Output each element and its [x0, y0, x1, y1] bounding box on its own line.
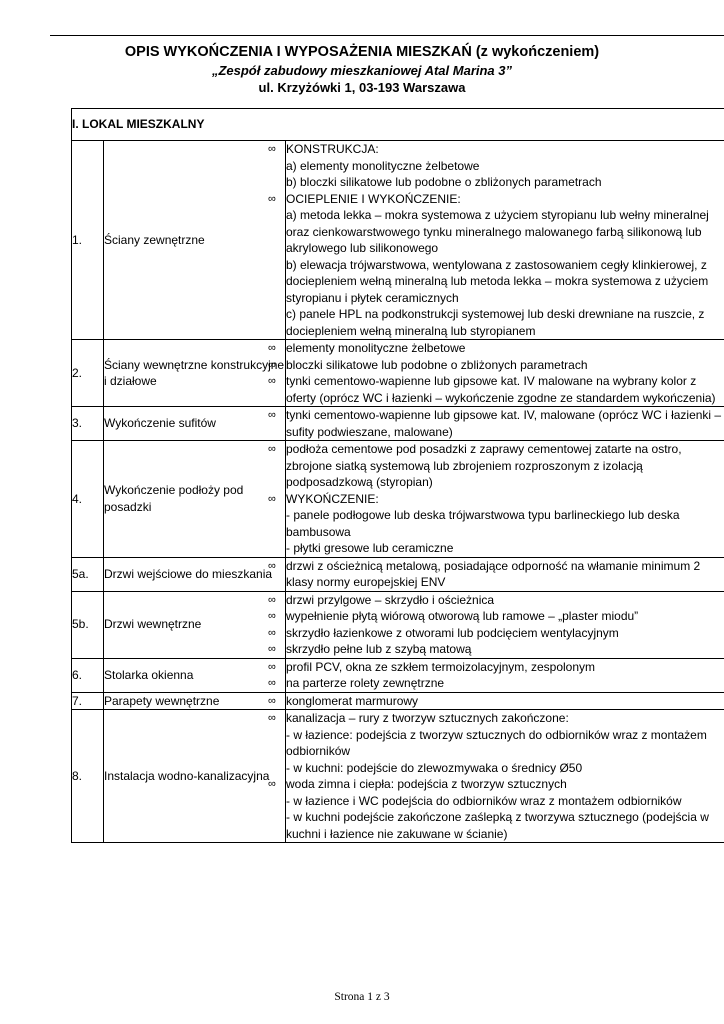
table-row — [72, 658, 724, 692]
bullet-item: ∞ na parterze rolety zewnętrzne — [286, 675, 724, 692]
spec-table — [71, 108, 724, 843]
sub-item: a) metoda lekka – mokra systemowa z użyciem styropianu lub wełny mineralnej oraz cienkowarstwowego tynku mineralnego malowanego farbą silikonową lub akrylowego lub silikonowego — [286, 208, 709, 255]
row-number: 5a. — [72, 557, 104, 591]
table-row — [72, 710, 724, 843]
row-description — [286, 141, 724, 340]
row-description — [286, 591, 724, 658]
row-category: Stolarka okienna — [104, 658, 286, 692]
row-category: Ściany zewnętrzne — [104, 141, 286, 340]
top-rule — [50, 35, 724, 36]
sub-item: b) elewacja trójwarstwowa, wentylowana z zastosowaniem cegły klinkierowej, z dociepleniem wełną mineralną lub metoda lekka – mokra systemowa z użyciem styropianu i płytek ceramicznych — [286, 257, 709, 305]
row-number: 7. — [72, 692, 104, 710]
bullet-item: ∞ elementy monolityczne żelbetowe — [286, 340, 724, 357]
bullet-item: ∞ bloczki silikatowe lub podobne o zbliżonych parametrach — [286, 357, 724, 374]
sub-item: - w łazience: podejścia z tworzyw sztucznych do odbiorników wraz z montażem odbiorników — [286, 727, 707, 758]
bullet-item: ∞ profil PCV, okna ze szkłem termoizolacyjnym, zespolonym — [286, 659, 724, 676]
document-title: OPIS WYKOŃCZENIA I WYPOSAŻENIA MIESZKAŃ (z wykończeniem) — [124, 44, 600, 60]
bullet-item: ∞ tynki cementowo-wapienne lub gipsowe kat. IV malowane na wybrany kolor z oferty (oprócz WC i łazienki – wykończenie zgodne ze standardem wykończenia) — [286, 373, 724, 406]
row-category: Instalacja wodno-kanalizacyjna — [104, 710, 286, 843]
sub-item: a) elementy monolityczne żelbetowe — [286, 158, 480, 173]
bullet-item: ∞ drzwi przylgowe – skrzydło i ościeżnica — [286, 592, 724, 609]
table-row — [72, 557, 724, 591]
document-header — [0, 42, 724, 96]
row-number: 5b. — [72, 591, 104, 658]
row-description — [286, 710, 724, 843]
section-header-row — [72, 109, 724, 141]
row-category: Wykończenie sufitów — [104, 407, 286, 441]
bullet-item: ∞ WYKOŃCZENIE: — [286, 491, 724, 508]
row-number: 4. — [72, 441, 104, 558]
bullet-item: ∞ konglomerat marmurowy — [286, 693, 724, 710]
row-number: 8. — [72, 710, 104, 843]
table-row — [72, 141, 724, 340]
row-number: 1. — [72, 141, 104, 340]
row-number: 2. — [72, 340, 104, 407]
bullet-item: ∞ kanalizacja – rury z tworzyw sztucznych zakończone: — [286, 710, 724, 727]
row-description — [286, 407, 724, 441]
bullet-item: ∞ tynki cementowo-wapienne lub gipsowe kat. IV, malowane (oprócz WC i łazienki – sufity podwieszane, malowane) — [286, 407, 724, 440]
row-description — [286, 340, 724, 407]
sub-item: - płytki gresowe lub ceramiczne — [286, 541, 454, 555]
bullet-item: ∞ podłoża cementowe pod posadzki z zaprawy cementowej zatarte na ostro, zbrojone siatką systemową lub zbrojeniem rozproszonym z izolacją podposadzkową (styropian) — [286, 441, 724, 491]
sub-item: c) panele HPL na podkonstrukcji systemowej lub deski drewniane na ruszcie, z dociepleniem wełną mineralną lub styropianem — [286, 307, 705, 338]
sub-item: - w kuchni: podejście do zlewozmywaka o średnicy Ø50 — [286, 760, 583, 775]
sub-item: b) bloczki silikatowe lub podobne o zbliżonych parametrach — [286, 175, 602, 189]
bullet-item: ∞ OCIEPLENIE I WYKOŃCZENIE: — [286, 191, 724, 208]
sub-item: - panele podłogowe lub deska trójwarstwowa typu barlineckiego lub deska bambusowa — [286, 508, 680, 539]
row-description — [286, 557, 724, 591]
bullet-item: ∞ skrzydło pełne lub z szybą matową — [286, 641, 724, 658]
table-row — [72, 591, 724, 658]
bullet-item: ∞ wypełnienie płytą wiórową otworową lub ramowe – „plaster miodu” — [286, 608, 724, 625]
row-description — [286, 692, 724, 710]
section-title: I. LOKAL MIESZKALNY — [72, 109, 724, 141]
row-category: Parapety wewnętrzne — [104, 692, 286, 710]
row-category: Ściany wewnętrzne konstrukcyjne i działowe — [104, 340, 286, 407]
sub-item: - w kuchni podejście zakończone zaślepką z tworzywa sztucznego (podejścia w kuchni i łazience nie zakuwane w ścianie) — [286, 810, 709, 841]
sub-item: - w łazience i WC podejścia do odbiorników wraz z montażem odbiorników — [286, 793, 682, 808]
table-row — [72, 441, 724, 558]
table-row — [72, 692, 724, 710]
row-number: 6. — [72, 658, 104, 692]
table-row — [72, 340, 724, 407]
table-row — [72, 407, 724, 441]
row-category: Drzwi wejściowe do mieszkania — [104, 557, 286, 591]
project-address: ul. Krzyżówki 1, 03-193 Warszawa — [258, 80, 466, 95]
row-category: Drzwi wewnętrzne — [104, 591, 286, 658]
project-name: „Zespół zabudowy mieszkaniowej Atal Marina 3” — [211, 63, 513, 78]
row-number: 3. — [72, 407, 104, 441]
bullet-item: ∞ skrzydło łazienkowe z otworami lub podcięciem wentylacyjnym — [286, 625, 724, 642]
row-description — [286, 658, 724, 692]
bullet-item: ∞ woda zimna i ciepła: podejścia z tworzyw sztucznych — [286, 776, 724, 793]
page-number: Strona 1 z 3 — [334, 991, 390, 1003]
row-description — [286, 441, 724, 558]
bullet-item: ∞ KONSTRUKCJA: — [286, 141, 724, 158]
row-category: Wykończenie podłoży pod posadzki — [104, 441, 286, 558]
bullet-item: ∞ drzwi z ościeżnicą metalową, posiadające odporność na włamanie minimum 2 klasy normy europejskiej ENV — [286, 558, 724, 591]
